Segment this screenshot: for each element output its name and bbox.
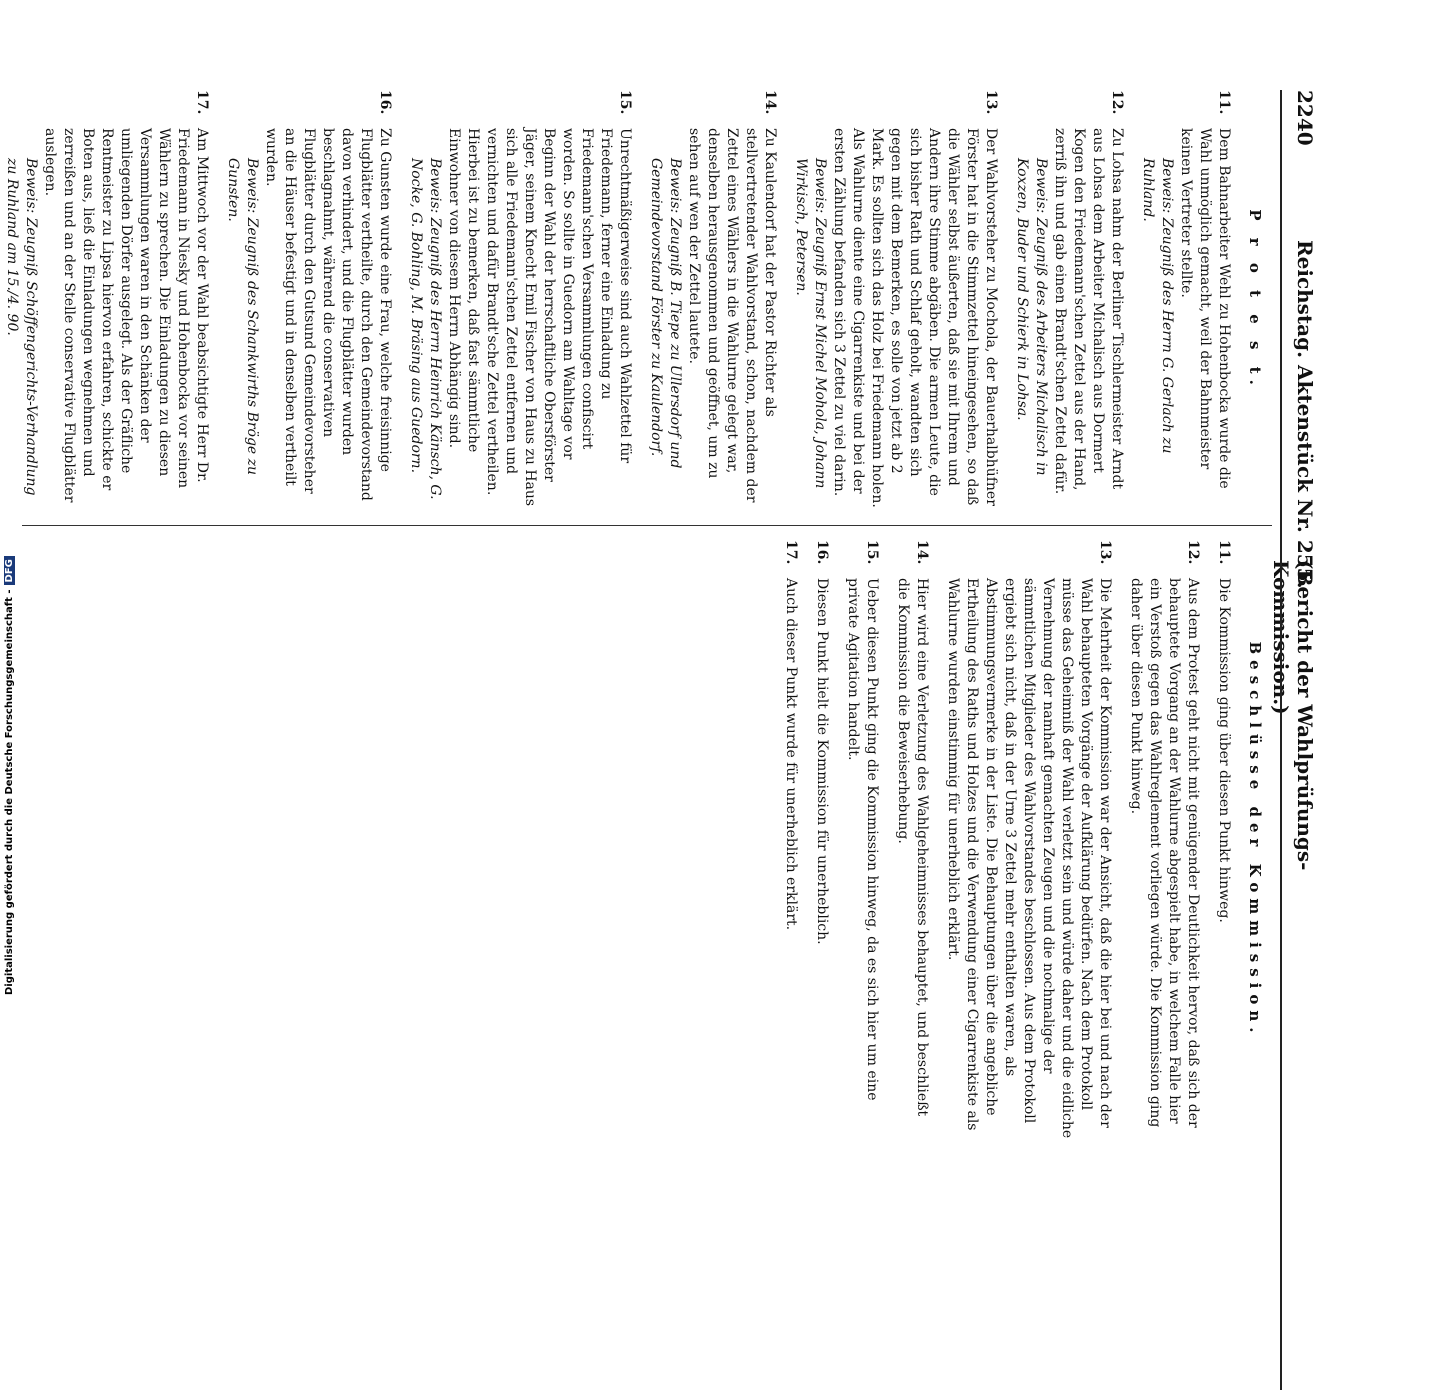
item-text: Zu Gunsten wurde eine Frau, welche freisinnige Flugblätter vertheilte, durch den Gemeindevorstand davon verhindert, und die Flugblätter wurden beschlagnahmt, während die conservativen Flugblätter durch den Gutsund Gemeindevorsteher an die Häuser befestigt und in denselben vertheilt wurden.: [263, 128, 393, 501]
header-rule: [1280, 90, 1282, 1390]
item-text: Am Mittwoch vor der Wahl beabsichtigte Herr Dr. Friedemann in Niesky und Hohenbocka vor seinen Wählern zu sprechen. Die Einladungen zu diesen Versammlungen waren in den Schänken der umliegenden Dörfer ausgelegt. Als der Gräfliche Rentmeister zu Lipsa hiervon erfahren, schickte er Boten aus, ließ die Einladungen wegnehmen und zerreißen und an der Stelle conservative Flugblätter auslegen.: [42, 128, 210, 503]
header-section: (Bericht der Wahlprüfungs-Kommission.): [1269, 560, 1317, 871]
item-text: Zu Kaulendorf hat der Pastor Richter als stellvertretender Wahlvorstand, schon, nachdem der Zettel eines Wählers in die Wahlurne gelegt war, denselben herausgenommen und geöffnet, um zu sehen auf wen der Zettel lautete.: [686, 128, 778, 503]
item-text: Die Kommission ging über diesen Punkt hinweg.: [1216, 578, 1232, 923]
credit-text: Digitalisierung gefördert durch die Deutsche Forschungsgemeinschaft -: [4, 589, 15, 995]
resolutions-column: [769, 540, 1272, 1140]
column-divider: [22, 525, 1272, 526]
digitization-credit: [4, 556, 15, 995]
resolutions-heading: Beschlüsse der Kommission.: [1246, 641, 1264, 1039]
item-number: 14.: [762, 90, 778, 115]
list-item: [1126, 540, 1202, 1140]
list-item: [1214, 540, 1233, 1140]
item-evidence: Beweis: Zeugniß des Arbeiters Michalisch in Koxzen, Buder und Schierk in Lohsa.: [1014, 158, 1049, 476]
list-item: [406, 90, 634, 510]
list-item: [791, 90, 1000, 510]
protest-heading: P r o t e s t.: [1246, 209, 1264, 391]
item-evidence: Beweis: Zeugniß Ernst Michel Mohola, Johann Wirkisch, Petersen.: [793, 158, 828, 489]
item-number: 17.: [194, 90, 210, 115]
list-item: [646, 90, 779, 510]
item-text: Der Wahlvorsteher zu Mochola, der Bauerhalbhüfner Förster hat in die Stimmzettel hineingesehen, so daß die Wähler selbst äußerten, daß sie mit Ihrem und Andern ihre Stimme abgäben. Die armen Leute, die sich bisher Rath und Schlaf geholt, wandten sich gegen mit dem Bemerken, es solle von jetzt ab 2 Mark. Es sollten sich das Holz bei Friedemann holen. Als Wahlurne diente eine Cigarrenkiste und bei der ersten Zählung befanden sich 3 Zettel zu viel darin.: [831, 128, 999, 508]
item-number: 15.: [617, 90, 633, 115]
header-title: Reichstag. Aktenstück Nr. 255.: [1293, 240, 1317, 589]
item-text: Hier wird eine Verletzung des Wahlgeheimnisses behauptet, und beschließt die Kommission die Beweiserhebung.: [895, 578, 930, 1117]
page-header: [1269, 90, 1317, 920]
item-evidence: Beweis: Zeugniß B. Tiepe zu Ullersdorf und Gemeindevorstand Förster zu Kaulendorf.: [648, 158, 683, 469]
item-number: 11.: [1216, 90, 1232, 115]
item-evidence: Beweis: Zeugniß Schöffengerichts-Verhandlung zu Ruhland am 15./4. 90.: [4, 158, 39, 496]
item-text: Diesen Punkt hielt die Kommission für unerheblich.: [814, 578, 830, 945]
list-item: [1138, 90, 1233, 510]
item-text: Dem Bahnarbeiter Wehl zu Hohenbocka wurde die Wahl unmöglich gemacht, weil der Bahnmeister keinen Vertreter stellte.: [1178, 128, 1232, 489]
list-item: [893, 540, 931, 1140]
protest-column: [0, 90, 1272, 510]
item-number: 12.: [1109, 90, 1125, 115]
item-number: 17.: [783, 540, 799, 565]
item-text: Aus dem Protest geht nicht mit genügender Deutlichkeit hervor, daß sich der behauptete Vorgang an der Wahlurne abgespielt habe, in welchem Falle hier ein Verstoß gegen das Wahlreglement vorliegen würde. Die Kommission ging daher über diesen Punkt hinweg.: [1128, 578, 1201, 1128]
list-item: [812, 540, 831, 1140]
list-item: [943, 540, 1114, 1140]
item-number: 15.: [864, 540, 880, 565]
item-number: 11.: [1216, 540, 1232, 565]
item-number: 13.: [983, 90, 999, 115]
item-evidence: Beweis: Zeugniß des Herrn Heinrich Känsch, G. Nocke, G. Bohling, M. Bräsing aus Guedorn.: [408, 158, 443, 500]
dfg-logo: DFG: [4, 556, 15, 585]
item-evidence: Beweis: Zeugniß des Herrn G. Gerlach zu Ruhland.: [1140, 158, 1175, 454]
item-number: 16.: [377, 90, 393, 115]
item-text: Zu Lohsa nahm der Berliner Tischlermeister Arndt aus Lohsa dem Arbeiter Michalisch aus Dormert Kogen den Friedemann'schen Zettel aus der Hand, zerriß ihn und gab einen Brandt'schen Zettel dafür.: [1052, 128, 1125, 495]
item-text: Unrechtmäßigerweise sind auch Wahlzettel für Friedemann, ferner eine Einladung zu Friedemann'schen Versammlungen confiscirt worden. So sollte in Guedorn am Wahltage vor Beginn der Wahl der herrschaftliche Obersförster Jäger, seinem Knecht Emil Fischer von Haus zu Haus sich alle Friedemann'schen Zettel entfernen und vernichten und dafür Brandt'sche Zettel vertheilen. Hierbei ist zu bemerken, daß fast sämmtliche Einwohner von diesem Herrn Abhängig sind.: [446, 128, 633, 507]
list-item: [2, 90, 211, 510]
item-number: 14.: [914, 540, 930, 565]
list-item: [1012, 90, 1126, 510]
list-item: [843, 540, 881, 1140]
item-evidence: Beweis: Zeugniß des Schankwirths Bröge zu Gunsten.: [225, 158, 260, 476]
page-number: 2240: [1293, 90, 1317, 146]
item-number: 13.: [1097, 540, 1113, 565]
item-text: Die Mehrheit der Kommission war der Ansicht, daß die hier bei und nach der Wahl behaupteten Vorgänge der Aufklärung bedürfen. Nach dem Protokoll müsse das Geheimniß der Wahl verletzt sein und würde daher und die eidliche Vernehmung der namhaft gemachten Zeugen und die nochmalige der sämmtlichen Mitglieder des Wahlvorstandes beschlossen. Aus dem Protokoll ergiebt sich nicht, daß in der Urne 3 Zettel mehr enthalten waren, als Abstimmungsvermerke in der Liste. Die Behauptungen über die angebliche Ertheilung des Raths und Holzes und die Verwendung einer Cigarrenkiste als Wahlurne wurden einstimmig für unerheblich erklärt.: [945, 578, 1113, 1139]
list-item: [781, 540, 800, 1140]
list-item: [223, 90, 394, 510]
item-number: 16.: [814, 540, 830, 565]
item-text: Ueber diesen Punkt ging die Kommission hinweg, da es sich hier um eine private Agitation handelt.: [845, 578, 880, 1101]
item-number: 12.: [1185, 540, 1201, 565]
item-text: Auch dieser Punkt wurde für unerheblich erklärt.: [783, 578, 799, 931]
